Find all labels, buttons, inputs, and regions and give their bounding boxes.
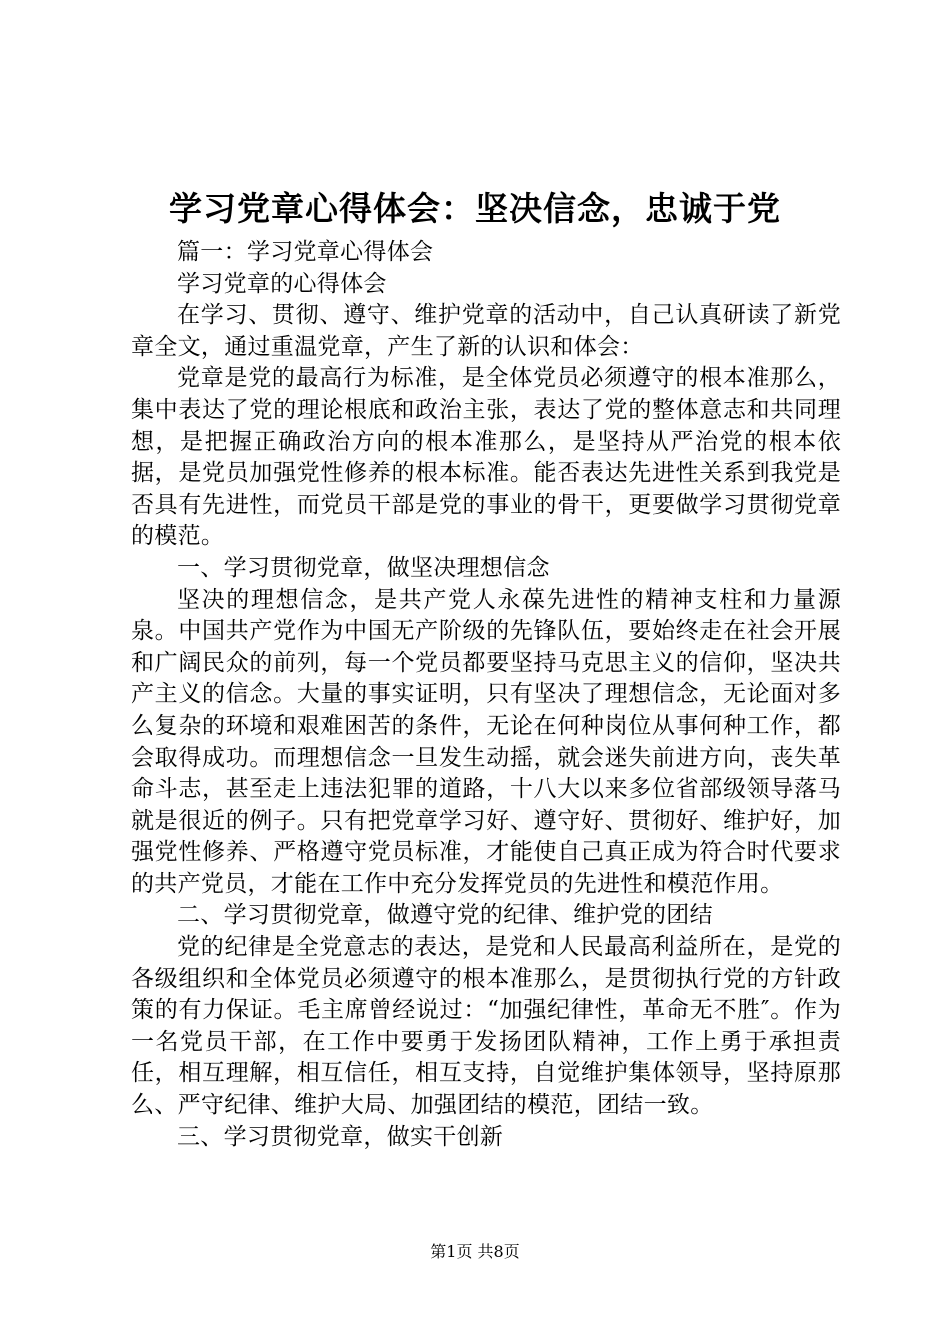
section-heading: 二、学习贯彻党章，做遵守党的纪律、维护党的团结	[177, 902, 713, 929]
page-footer: 第1页 共8页	[430, 1242, 520, 1261]
body-paragraph: 在学习、贯彻、遵守、维护党章的活动中，自己认真研读了新党章全文，通过重温党章，产生了新的认识和体会：	[131, 302, 841, 360]
document-title: 学习党章心得体会：坚决信念，忠诚于党	[169, 189, 781, 228]
body-paragraph: 坚决的理想信念，是共产党人永葆先进性的精神支柱和力量源泉。中国共产党作为中国无产阶级的先锋队伍，要始终走在社会开展和广阔民众的前列，每一个党员都要坚持马克思主义的信仰，坚决共产主义的信念。大量的事实证明，只有坚决了理想信念，无论面对多么复杂的环境和艰难困苦的条件，无论在何种岗位从事何种工作，都会取得成功。而理想信念一旦发生动摇，就会迷失前进方向，丧失革命斗志，甚至走上违法犯罪的道路，十八大以来多位省部级领导落马就是很近的例子。只有把党章学习好、遵守好、贯彻好、维护好，加强党性修养、严格遵守党员标准，才能使自己真正成为符合时代要求的共产党员，才能在工作中充分发挥党员的先进性和模范作用。	[131, 586, 841, 897]
section-heading: 一、学习贯彻党章，做坚决理想信念	[177, 554, 550, 581]
section-heading: 三、学习贯彻党章，做实干创新	[177, 1123, 504, 1150]
document-body	[131, 237, 841, 1153]
section-subheading: 学习党章的心得体会	[177, 270, 387, 297]
body-paragraph: 党章是党的最高行为标准，是全体党员必须遵守的根本准那么，集中表达了党的理论根底和政治主张，表达了党的整体意志和共同理想，是把握正确政治方向的根本准那么，是坚持从严治党的根本依据，是党员加强党性修养的根本标准。能否表达先进性关系到我党是否具有先进性，而党员干部是党的事业的骨干，更要做学习贯彻党章的模范。	[131, 365, 841, 550]
section-heading: 篇一：学习党章心得体会	[177, 239, 434, 265]
body-paragraph: 党的纪律是全党意志的表达，是党和人民最高利益所在，是党的各级组织和全体党员必须遵守的根本准那么，是贯彻执行党的方针政策的有力保证。毛主席曾经说过：“加强纪律性，革命无不胜″。作为一名党员干部，在工作中要勇于发扬团队精神，工作上勇于承担责任，相互理解，相互信任，相互支持，自觉维护集体领导，坚持原那么、严守纪律、维护大局、加强团结的模范，团结一致。	[131, 934, 841, 1119]
